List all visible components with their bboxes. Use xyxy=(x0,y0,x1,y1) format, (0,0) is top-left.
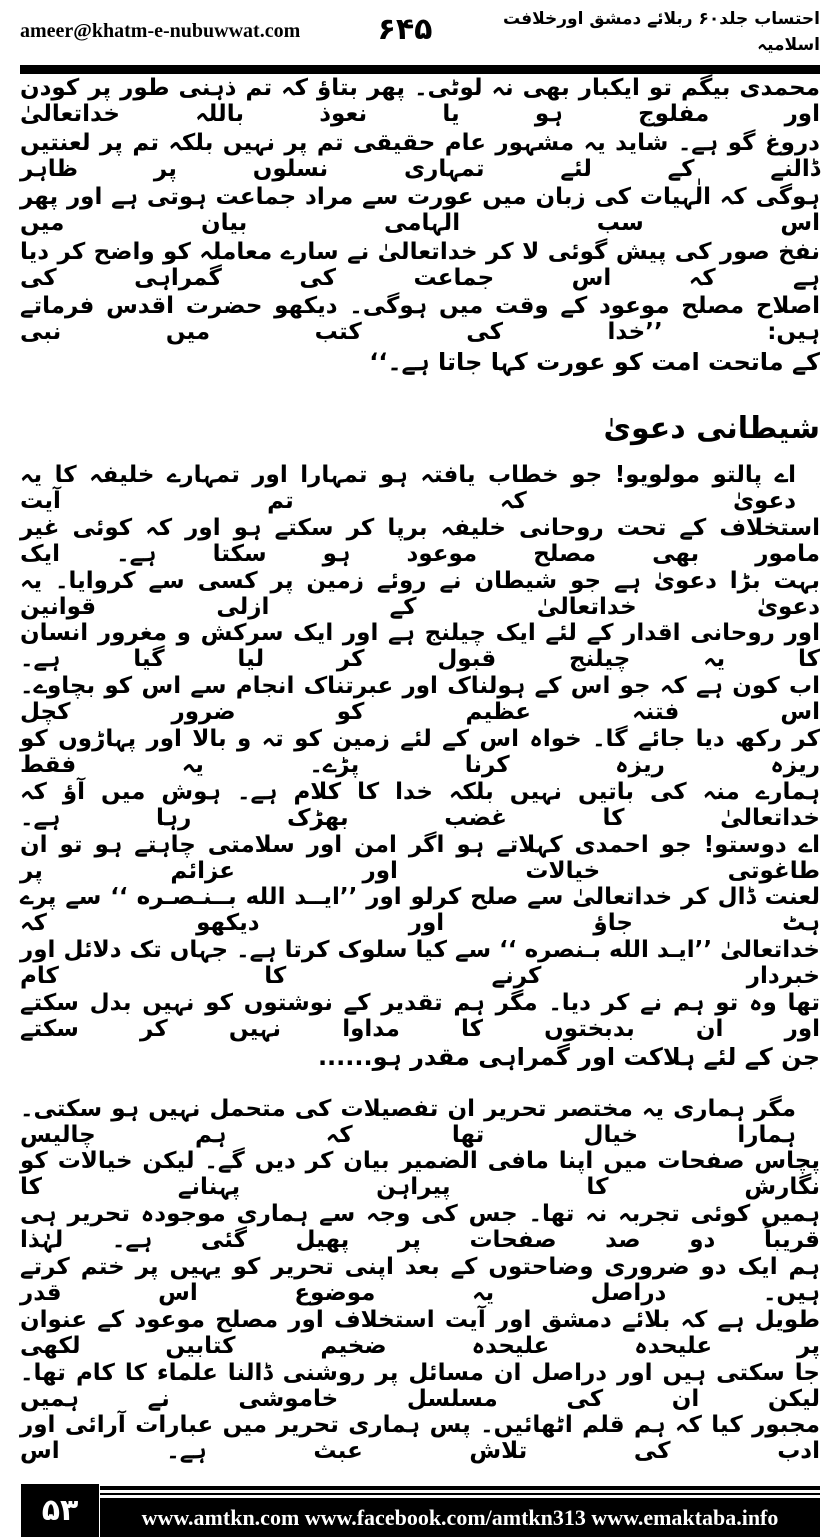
footer-rule xyxy=(100,1493,820,1495)
text-line: اے پالتو مولویو! جو خطاب یافتہ ہو تمہارا اور تمہارے خلیفہ کا یہ دعویٰ کہ تم آیت xyxy=(20,462,796,514)
section-heading: شیطانی دعویٰ xyxy=(603,411,820,446)
text-line: کر رکھ دیا جائے گا۔ خواہ اس کے لئے زمین کو تہ و بالا اور پہاڑوں کو ریزہ ریزہ کرنا پڑے۔ یہ فقط xyxy=(20,726,820,778)
header-rule xyxy=(20,65,820,74)
text-line: کے ماتحت امت کو عورت کہا جاتا ہے۔‘‘ xyxy=(369,348,820,376)
text-line: محمدی بیگم تو ایکبار بھی نہ لوٹی۔ پھر بتاؤ کہ تم ذہنی طور پر کودن اور مفلوج ہو یا نعوذ باللہ خداتعالیٰ xyxy=(20,75,820,127)
text-line: مجبور کیا کہ ہم قلم اٹھائیں۔ پس ہماری تحریر میں عبارات آرائی اور ادب کی تلاش عبث ہے۔ اس xyxy=(20,1412,820,1465)
text-line: اصلاح مصلح موعود کے وقت میں ہوگی۔ دیکھو حضرت اقدس فرماتے ہیں: ’’خدا کی کتب میں نبی xyxy=(20,293,820,346)
text-line: جا سکتی ہیں اور دراصل ان مسائل پر روشنی ڈالنا علماء کا کام تھا۔ لیکن ان کی مسلسل خاموشی نے ہمیں xyxy=(20,1359,820,1412)
text-line: تھا وہ تو ہم نے کر دیا۔ مگر ہم تقدیر کے نوشتوں کو نہیں بدل سکتے اور ان بدبختوں کا مداوا نہیں کر سکتے xyxy=(20,990,820,1042)
text-line: مگر ہماری یہ مختصر تحریر ان تفصیلات کی متحمل نہیں ہو سکتی۔ ہمارا خیال تھا کہ ہم چالیس xyxy=(20,1095,796,1148)
text-line: ہمارے منہ کی باتیں نہیں بلکہ خدا کا کلام ہے۔ ہوش میں آؤ کہ خداتعالیٰ کا غضب بھڑک رہا ہے۔ xyxy=(20,778,820,831)
header-email: ameer@khatm-e-nubuwwat.com xyxy=(20,20,301,42)
text-line: بہت بڑا دعویٰ ہے جو شیطان نے روئے زمین پر کسی سے کروایا۔ یہ دعویٰ خداتعالیٰ کے ازلی قوانین xyxy=(20,567,820,620)
text-line: دروغ گو ہے۔ شاید یہ مشہور عام حقیقی تم پر نہیں بلکہ تم پر لعنتیں ڈالنے کے لئے تمہاری نسلوں پر ظاہر xyxy=(20,129,820,182)
text-line: خداتعالیٰ ’’ایـد الله بـنصره ‘‘ سے کیا سلوک کرتا ہے۔ جہاں تک دلائل اور خبردار کرنے کا کام xyxy=(20,937,820,990)
footer-rule xyxy=(100,1486,820,1490)
text-line: جن کے لئے ہلاکت اور گمراہی مقدر ہو...... xyxy=(317,1042,820,1071)
text-line: ہم ایک دو ضروری وضاحتوں کے بعد اپنی تحریر کو یہیں پر ختم کرتے ہیں۔ دراصل یہ موضوع اس قدر xyxy=(20,1254,820,1306)
text-line: ہمیں کوئی تجربہ نہ تھا۔ جس کی وجہ سے ہماری موجودہ تحریر ہی قریباً دو صد صفحات پر پھیل گئی ہے۔ لہٰذا xyxy=(20,1201,820,1254)
text-line: ہوگی کہ الٰہیات کی زبان میں عورت سے مراد جماعت ہوتی ہے اور پھر اس سب الہامی بیان میں xyxy=(20,184,820,237)
text-line: طویل ہے کہ بلائے دمشق اور آیت استخلاف اور مصلح موعود کے عنوان پر علیحدہ علیحدہ ضخیم کتابیں لکھی xyxy=(20,1306,820,1359)
text-line: نفخ صور کی پیش گوئی لا کر خداتعالیٰ نے سارے معاملہ کو واضح کر دیا ہے کہ اس جماعت کی گمراہی کی xyxy=(20,238,820,291)
text-line: اے دوستو! جو احمدی کہلاتے ہو اگر امن اور سلامتی چاہتے ہو تو ان طاغوتی خیالات اور عزائم پر xyxy=(20,831,820,884)
header-page-number: ۶۴۵ xyxy=(377,12,433,47)
text-line: استخلاف کے تحت روحانی خلیفہ برپا کر سکتے ہو اور کہ کوئی غیر مامور بھی مصلح موعود ہو سکتا ہے۔ ایک xyxy=(20,514,820,567)
text-line: لعنت ڈال کر خداتعالیٰ سے صلح کرلو اور ’’ایــد الله بــنـصـره ‘‘ سے پرے ہٹ جاؤ اور دیکھو کہ xyxy=(20,884,820,937)
text-line: اب کون ہے کہ جو اس کے ہولناک اور عبرتناک انجام سے اس کو بچاوے۔ اس فتنہ عظیم کو ضرور کچل xyxy=(20,673,820,726)
header-title: احتساب جلد۶۰ ربلائے دمشق اورخلافت اسلامیہ xyxy=(502,9,820,55)
text-line: اور روحانی اقدار کے لئے ایک چیلنج ہے اور ایک سرکش و مغرور انسان کا یہ چیلنج قبول کر لیا گیا ہے۔ xyxy=(20,620,820,673)
text-line: پچاس صفحات میں اپنا مافی الضمیر بیان کر دیں گے۔ لیکن خیالات کو نگارش کا پیراہن پہنانے کا xyxy=(20,1148,820,1201)
footer-links: www.amtkn.com www.facebook.com/amtkn313 www.emaktaba.info xyxy=(100,1498,820,1537)
footer-page-number: ۵۳ xyxy=(21,1484,99,1537)
